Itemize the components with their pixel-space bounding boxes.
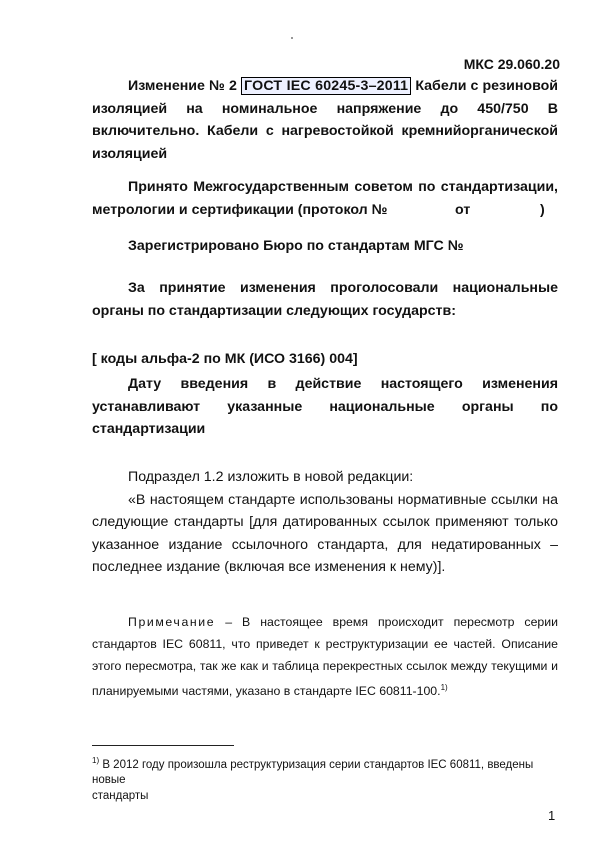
adoption-line2 xyxy=(92,199,558,222)
adoption-statement xyxy=(92,176,558,221)
effective-date-statement xyxy=(92,373,558,441)
classifier-code: МКС 29.060.20 xyxy=(463,56,560,72)
footnote-marker: 1) xyxy=(92,756,100,765)
amendment-title-line1 xyxy=(92,75,558,98)
effective-line1: Дату введения в действие настоящего изменения xyxy=(128,376,558,392)
subsection-instruction: Подраздел 1.2 изложить в новой редакции: xyxy=(128,469,414,485)
adoption-date-label: от xyxy=(455,201,471,218)
amendment-title-line3: включительно. Кабели с нагревостойкой кремнийорганической xyxy=(92,123,558,139)
note-line3: этого пересмотра, так же как и таблица перекрестных ссылок между текущими и xyxy=(92,659,558,673)
note-line4-text: планируемыми частями, указано в стандарте IEC 60811-100. xyxy=(92,684,441,699)
footnote-line2: стандарты xyxy=(92,789,149,802)
quote-line4: последнее издание (включая все изменения к нему)]. xyxy=(92,559,446,576)
adoption-close-paren: ) xyxy=(540,201,545,218)
quote-line3: указанное издание ссылочного стандарта, для недатированных – xyxy=(92,536,558,553)
adoption-protocol: метрологии и сертификации (протокол № xyxy=(92,201,388,218)
amendment-title-rest: Кабели с резиновой xyxy=(411,78,558,94)
country-codes xyxy=(92,348,558,371)
quote-line2: следующие стандарты [для датированных ссылок применяют только xyxy=(92,514,558,531)
voting-line2: органы по стандартизации следующих государств: xyxy=(92,302,456,319)
scan-speck xyxy=(291,37,293,39)
note-line1 xyxy=(92,611,558,633)
country-codes-line: [ коды альфа-2 по МК (ИСО 3166) 004] xyxy=(92,351,358,367)
footnote xyxy=(92,753,562,804)
registration-statement xyxy=(92,235,558,258)
footnote-separator xyxy=(92,745,234,746)
note-line4 xyxy=(92,677,558,702)
amendment-title-line4: изоляцией xyxy=(92,145,168,162)
standard-reference-link[interactable]: ГОСТ IEC 60245-3–2011 xyxy=(241,77,411,95)
footnote-line1 xyxy=(92,753,562,789)
effective-line2: устанавливают указанные национальные органы по xyxy=(92,398,558,415)
quote-line1: «В настоящем стандарте использованы нормативные ссылки на xyxy=(128,491,558,508)
footnote-reference[interactable]: 1) xyxy=(440,683,448,692)
amendment-title xyxy=(92,75,558,165)
footnote-text: В 2012 году произошла реструктуризация серии стандартов IEC 60811, введены новые xyxy=(92,758,534,787)
effective-line3: стандартизации xyxy=(92,421,206,437)
adoption-line1: Принято Межгосударственным советом по стандартизации, xyxy=(128,179,558,195)
voting-statement xyxy=(92,277,558,322)
amendment-body xyxy=(92,466,558,579)
note-line2: стандартов IEC 60811, что приведет к реструктуризации ее частей. Описание xyxy=(92,637,558,651)
page-number: 1 xyxy=(548,808,556,823)
note-block xyxy=(92,611,558,702)
voting-line1: За принятие изменения проголосовали национальные xyxy=(128,280,558,296)
amendment-prefix: Изменение № 2 xyxy=(128,78,242,94)
registration-line: Зарегистрировано Бюро по стандартам МГС № xyxy=(128,238,464,254)
note-label: Примечание xyxy=(128,615,216,629)
note-text: – В настоящее время происходит пересмотр серии xyxy=(215,615,558,629)
amendment-title-line2: изоляцией на номинальное напряжение до 450/750 В xyxy=(92,100,558,117)
